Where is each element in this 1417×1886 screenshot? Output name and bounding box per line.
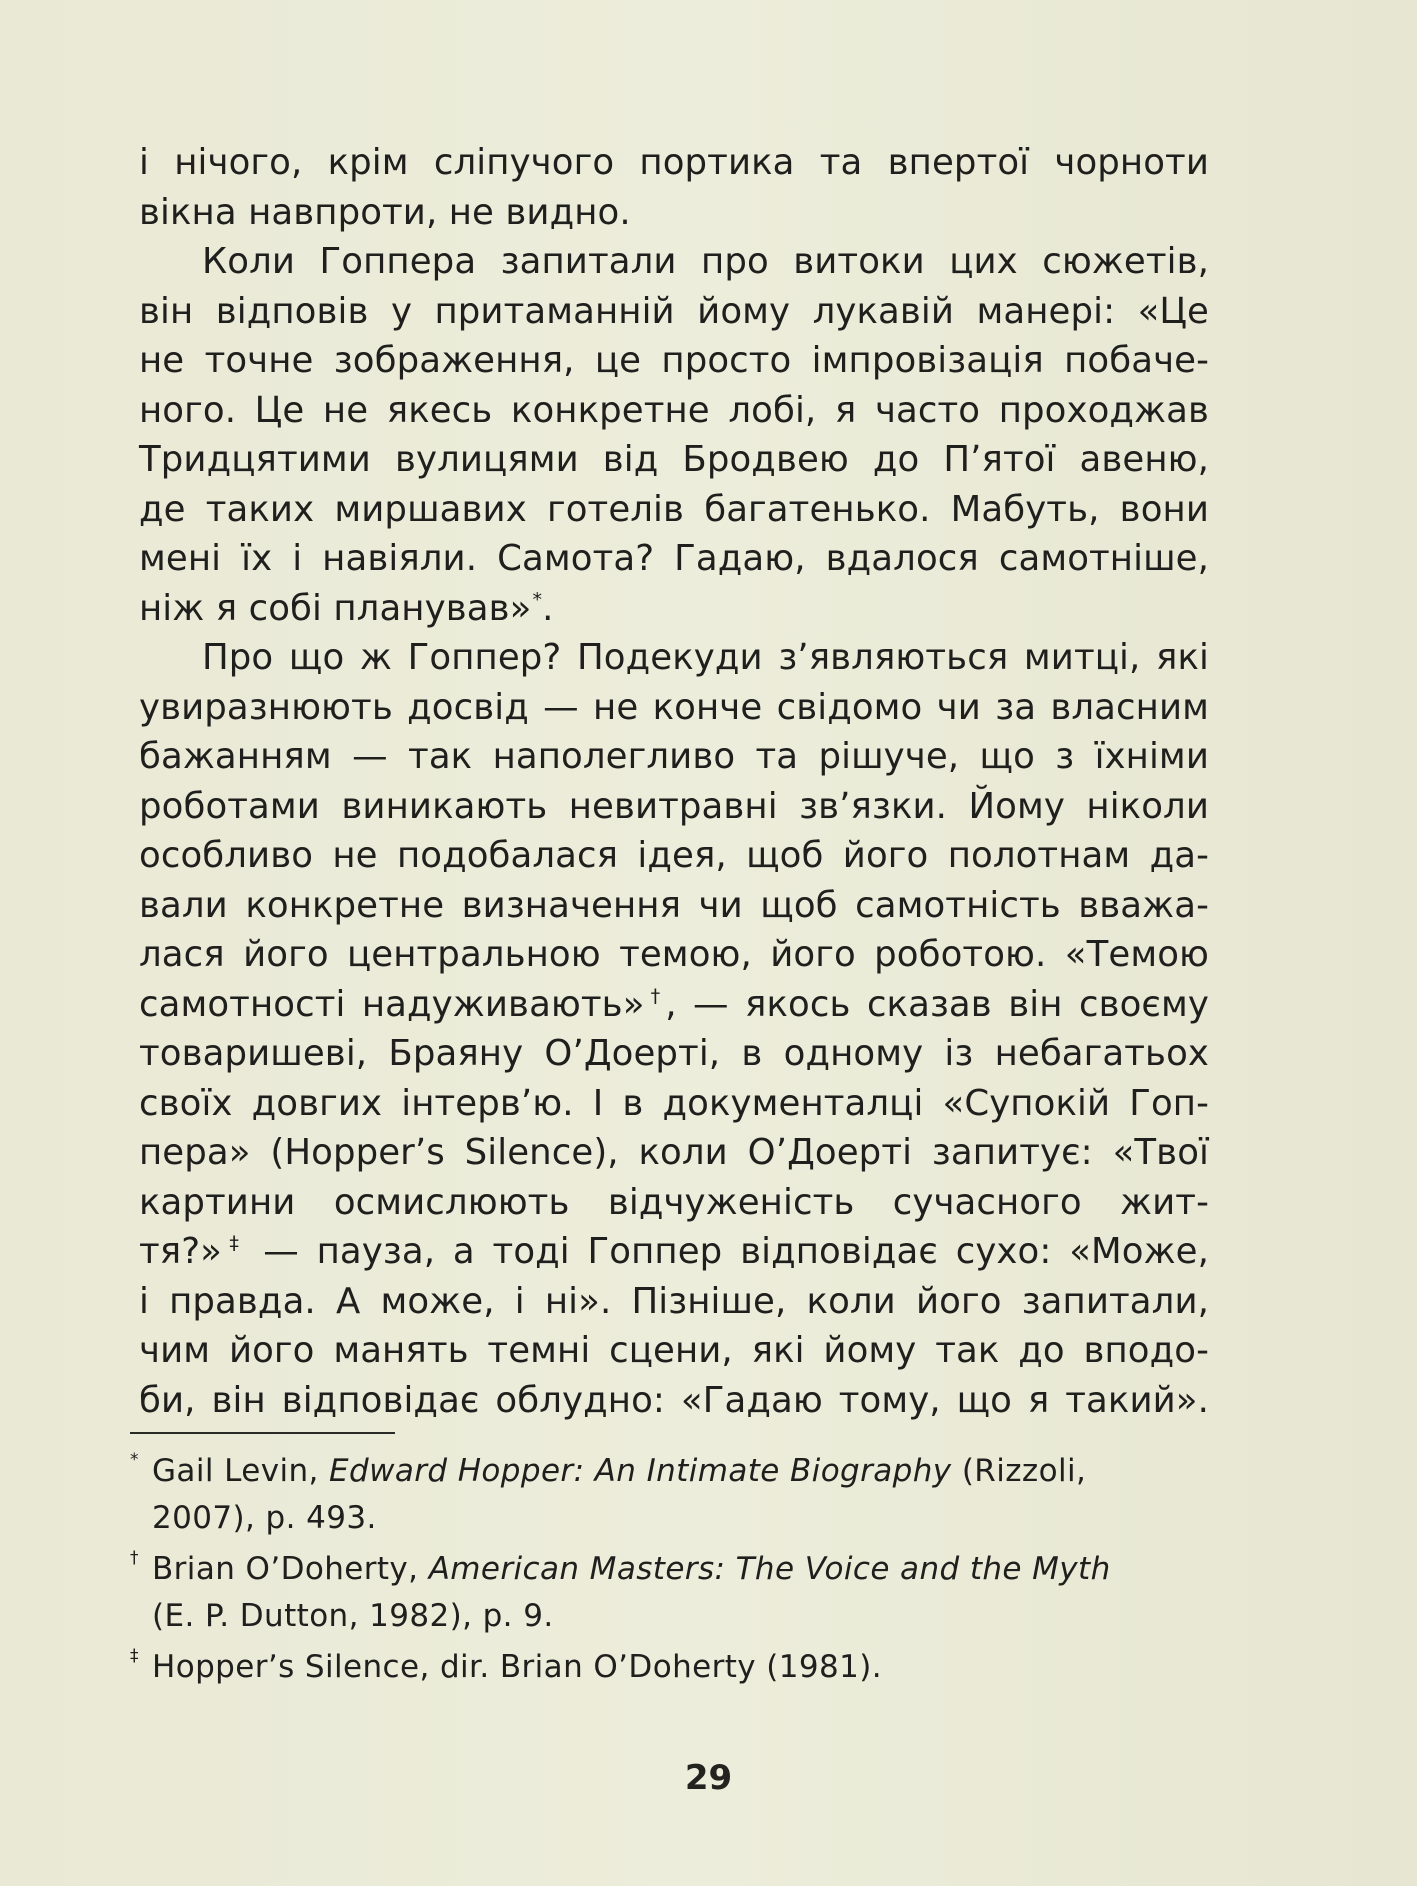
text-line: пера» (Hopper’s Silence), коли О’Доерті запитує: «Твої <box>139 1132 1209 1173</box>
footnote-line <box>152 1448 1220 1495</box>
footnote-mark: * <box>130 1450 139 1470</box>
page-number: 29 <box>684 1758 733 1798</box>
footnote-publisher: (Rizzoli, <box>951 1453 1087 1489</box>
footnote-title: American Masters: The Voice and the Myth <box>428 1551 1111 1587</box>
text-line <box>139 980 1209 1030</box>
text-line: своїх довгих інтерв’ю. І в документалці «Супокій Гоп- <box>139 1082 1209 1124</box>
text-line: Тридцятими вулицями від Бродвею до П’ятої авеню, <box>139 439 1209 480</box>
text-segment: . <box>542 587 554 629</box>
footnote-line: 2007), p. 493. <box>152 1500 377 1536</box>
text-line: вали конкретне визначення чи щоб самотність вважа- <box>139 884 1209 926</box>
text-segment: тя?» <box>139 1231 222 1272</box>
text-line: не точне зображення, це просто імпровізація побаче- <box>139 340 1209 381</box>
text-line: чим його манять темні сцени, які йому так до вподо- <box>139 1330 1209 1371</box>
text-line: ного. Це не якесь конкретне лобі, я часто проходжав <box>139 389 1209 431</box>
footnote-author: Gail Levin, <box>152 1453 319 1489</box>
text-line: і нічого, крім сліпучого портика та впертої чорноти <box>139 142 1209 183</box>
text-segment: самотності надуживають» <box>139 983 645 1025</box>
text-line: Коли Гоппера запитали про витоки цих сюжетів, <box>202 241 1209 282</box>
text-line: особливо не подобалася ідея, щоб його полотнам да- <box>139 835 1209 876</box>
text-line: і правда. А може, і ні». Пізніше, коли його запитали, <box>139 1280 1209 1322</box>
text-line <box>139 1227 1209 1277</box>
text-line: лася його центральною темою, його роботою. «Темою <box>139 934 1209 975</box>
text-line: бажанням — так наполегливо та рішуче, що з їхніми <box>139 736 1209 777</box>
text-line: він відповів у притаманній йому лукавій манері: «Це <box>139 290 1209 332</box>
text-line: картини осмислюють відчуженість сучасного жит- <box>139 1181 1209 1223</box>
footnote-marker: * <box>532 588 543 611</box>
text-line: увиразнюють досвід — не конче свідомо чи за власним <box>139 686 1209 728</box>
text-segment: , — якось сказав він своєму <box>665 983 1209 1025</box>
footnote-item <box>130 1546 1220 1640</box>
text-line: роботами виникають невитравні зв’язки. Йому ніколи <box>139 785 1209 827</box>
text-line <box>139 584 1209 634</box>
footnotes <box>130 1448 1220 1695</box>
footnote-mark: † <box>130 1548 139 1568</box>
text-line: де таких миршавих готелів багатенько. Мабуть, вони <box>139 488 1209 530</box>
footnote-divider <box>130 1432 395 1434</box>
footnote-line: (E. P. Dutton, 1982), p. 9. <box>152 1598 554 1634</box>
text-line: вікна навпроти, не видно. <box>139 191 631 233</box>
footnote-author: Brian O’Doherty, <box>152 1551 419 1587</box>
text-line: мені їх і навіяли. Самота? Гадаю, вдалося самотніше, <box>139 538 1209 579</box>
footnote-marker: ‡ <box>223 1232 246 1254</box>
text-line: Про що ж Гоппер? Подекуди з’являються митці, які <box>202 637 1209 678</box>
footnote-marker: † <box>645 984 666 1007</box>
footnote-line <box>152 1546 1220 1593</box>
text-segment: — пауза, а тоді Гоппер відповідає сухо: «Може, <box>245 1231 1209 1272</box>
footnote-title: Edward Hopper: An Intimate Biography <box>329 1453 952 1489</box>
text-segment: ніж я собі планував» <box>139 587 532 629</box>
body-text <box>139 138 1209 1425</box>
footnote-mark: ‡ <box>130 1646 139 1666</box>
text-line: би, він відповідає облудно: «Гадаю тому, що я такий». <box>139 1379 1209 1421</box>
footnote-item <box>130 1644 1220 1691</box>
footnote-item <box>130 1448 1220 1542</box>
text-line: товаришеві, Браяну О’Доерті, в одному із небагатьох <box>139 1033 1209 1074</box>
footnote-line: Hopper’s Silence, dir. Brian O’Doherty (1981). <box>152 1649 883 1685</box>
